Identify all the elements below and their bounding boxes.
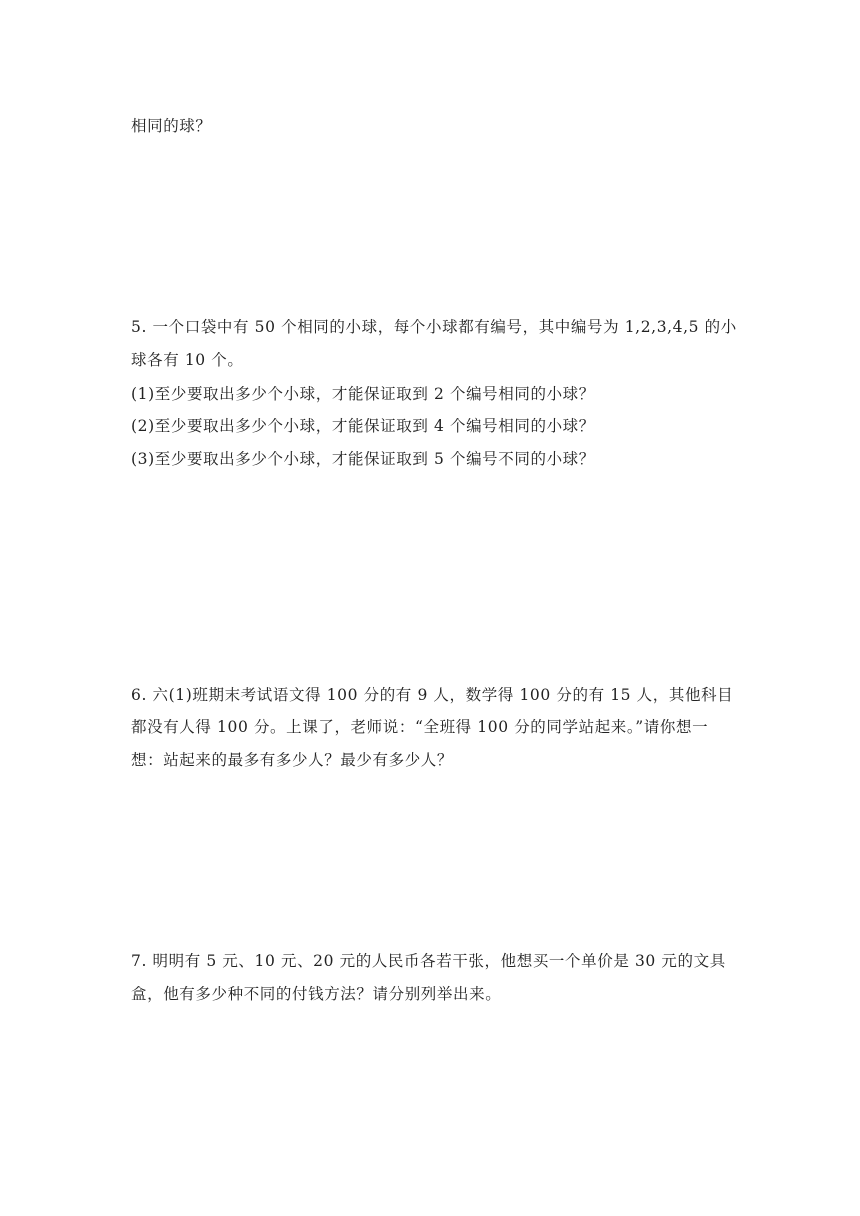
question5-part2: (2)至少要取出多少个小球，才能保证取到 4 个编号相同的小球？	[131, 417, 595, 435]
question4-continuation: 相同的球？	[131, 117, 212, 135]
question6-line2: 都没有人得 100 分。上课了，老师说：“全班得 100 分的同学站起来。”请你想一	[131, 718, 709, 736]
question7-line2: 盒，他有多少种不同的付钱方法？请分别列举出来。	[131, 985, 502, 1003]
question5-stem-line1: 5. 一个口袋中有 50 个相同的小球，每个小球都有编号，其中编号为 1,2,3,4,5 的小	[131, 318, 737, 336]
question6-line1: 6. 六(1)班期末考试语文得 100 分的有 9 人，数学得 100 分的有 15 人，其他科目	[131, 686, 734, 704]
question7-line1: 7. 明明有 5 元、10 元、20 元的人民币各若干张，他想买一个单价是 30 元的文具	[131, 952, 726, 970]
question6-line3: 想：站起来的最多有多少人？最少有多少人？	[131, 751, 454, 769]
question5-stem-line2: 球各有 10 个。	[131, 351, 244, 369]
question5-part1: (1)至少要取出多少个小球，才能保证取到 2 个编号相同的小球？	[131, 385, 595, 403]
question5-part3: (3)至少要取出多少个小球，才能保证取到 5 个编号不同的小球？	[131, 450, 595, 468]
